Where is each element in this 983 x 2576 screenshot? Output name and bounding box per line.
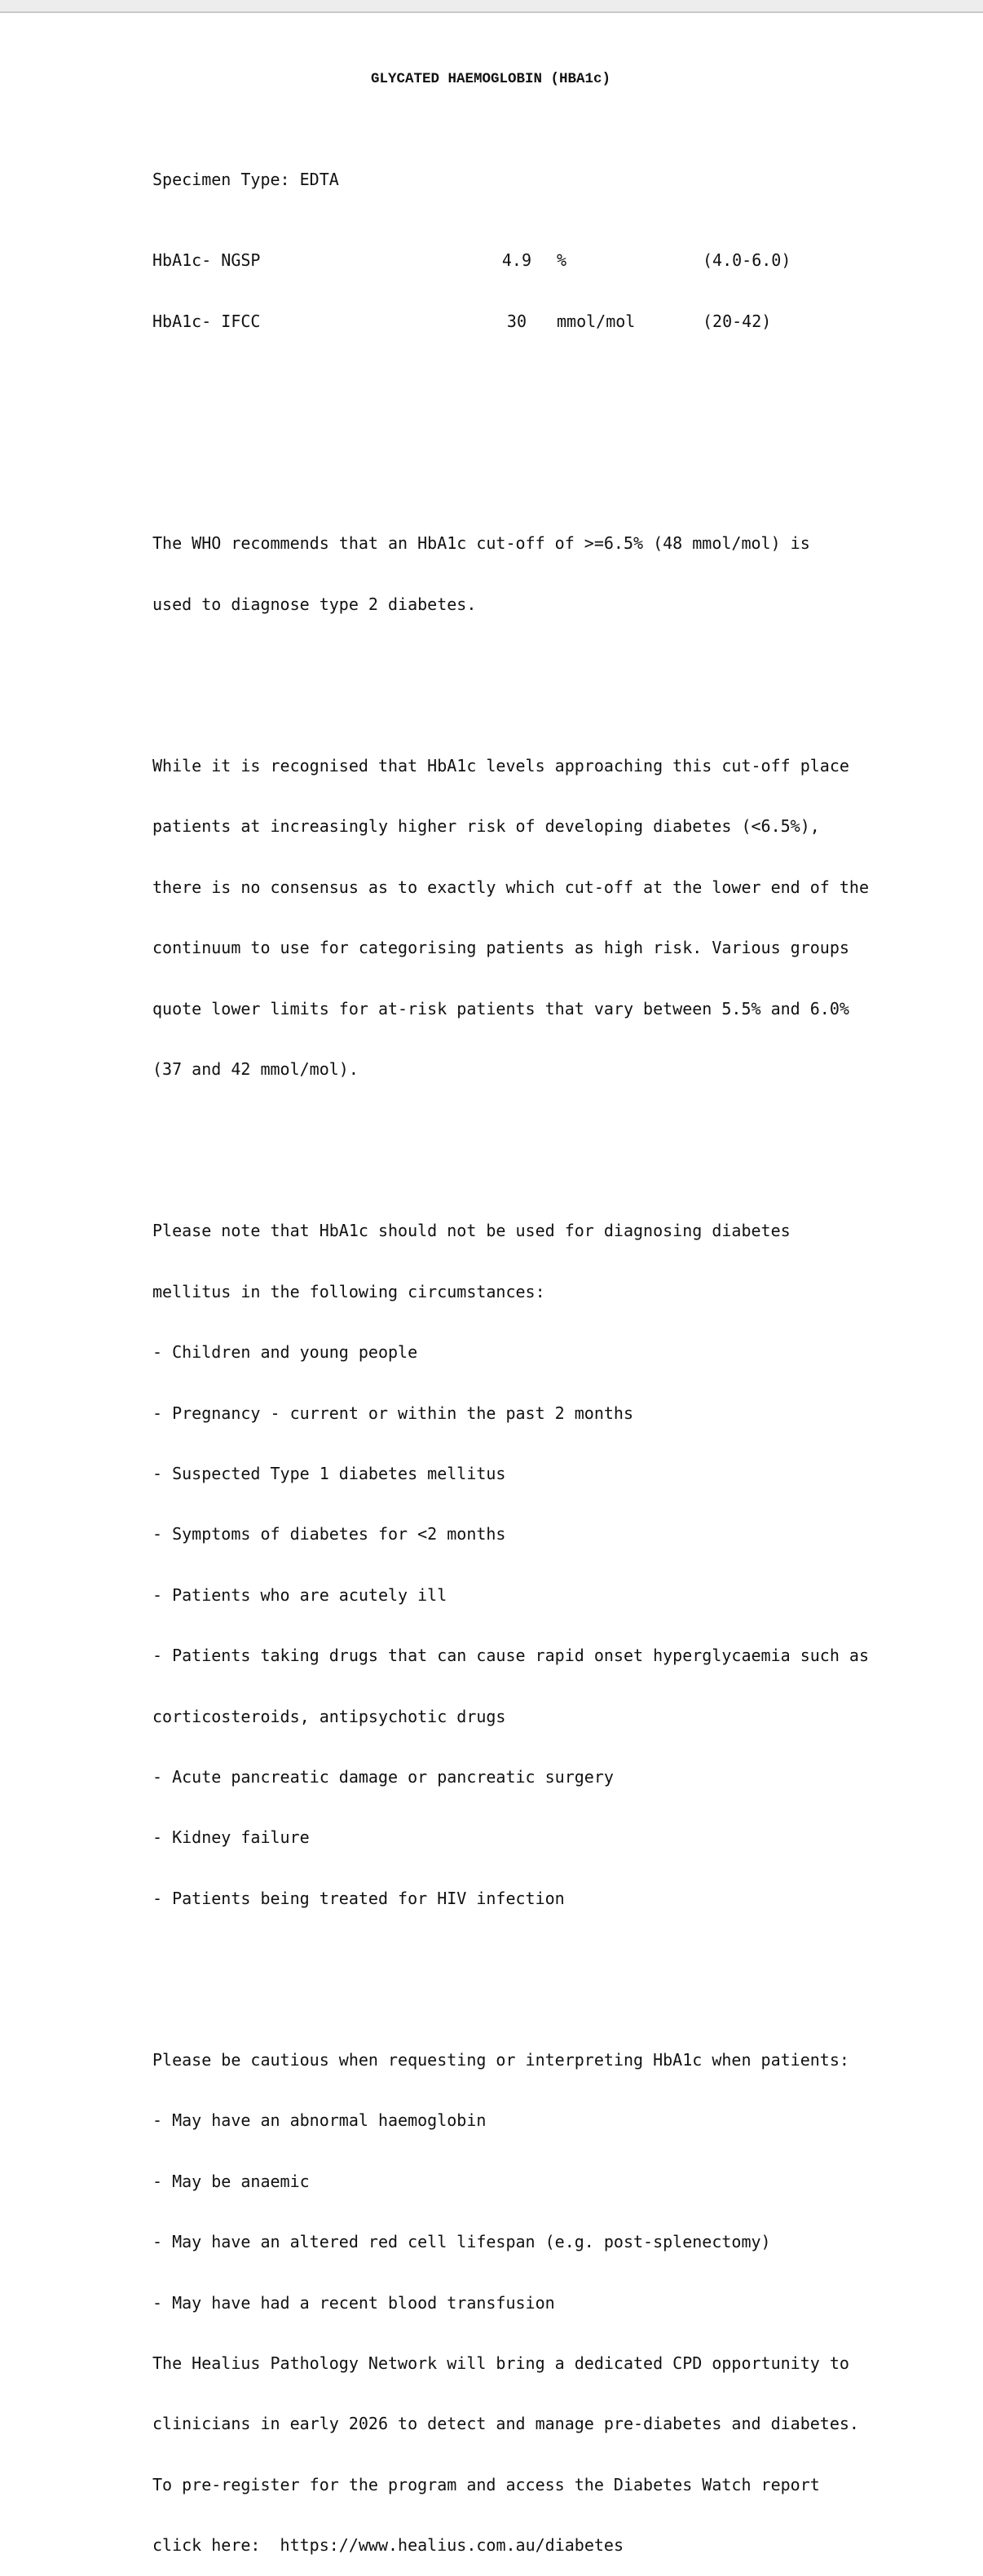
para3-bullet: - Pregnancy - current or within the past 2 months — [152, 1403, 634, 1423]
para3-bullet: - Kidney failure — [152, 1827, 310, 1848]
para1-line: used to diagnose type 2 diabetes. — [152, 594, 477, 614]
result-row-ngsp — [152, 250, 968, 271]
para4-bullet: - May be anaemic — [152, 2171, 310, 2191]
para4-line: Please be cautious when requesting or interpreting HbA1c when patients: — [152, 2050, 849, 2070]
para4-line: The Healius Pathology Network will bring a dedicated CPD opportunity to — [152, 2353, 849, 2374]
result-name: HbA1c- NGSP — [152, 250, 261, 271]
para2-line: there is no consensus as to exactly which cut-off at the lower end of the — [152, 877, 869, 897]
para3-bullet: - Patients being treated for HIV infection — [152, 1888, 565, 1908]
para3-bullet: - Children and young people — [152, 1342, 418, 1363]
para2-line: patients at increasingly higher risk of developing diabetes (<6.5%), — [152, 816, 820, 837]
result-value: 30 — [506, 311, 527, 331]
result-unit: % — [557, 250, 567, 271]
para4-bullet: - May have an altered red cell lifespan (e.g. post-splenectomy) — [152, 2232, 771, 2252]
para2-line: continuum to use for categorising patients as high risk. Various groups — [152, 938, 849, 958]
para3-bullet: - Acute pancreatic damage or pancreatic surgery — [152, 1766, 614, 1787]
para3-line: corticosteroids, antipsychotic drugs — [152, 1706, 506, 1726]
para2-line: quote lower limits for at-risk patients that vary between 5.5% and 6.0% — [152, 998, 849, 1018]
report-title: GLYCATED HAEMOGLOBIN (HBA1c) — [371, 71, 611, 87]
para2-line: While it is recognised that HbA1c levels approaching this cut-off place — [152, 756, 849, 776]
result-name: HbA1c- IFCC — [152, 311, 261, 331]
para3-line: Please note that HbA1c should not be used for diagnosing diabetes — [152, 1221, 791, 1241]
para3-bullet: - Symptoms of diabetes for <2 months — [152, 1524, 506, 1544]
para2-line: (37 and 42 mmol/mol). — [152, 1059, 359, 1080]
result-value: 4.9 — [501, 250, 531, 271]
para3-bullet: - Patients who are acutely ill — [152, 1584, 447, 1605]
result-range: (4.0-6.0) — [703, 250, 791, 271]
para3-line: mellitus in the following circumstances: — [152, 1281, 545, 1301]
para3-bullet: - Patients taking drugs that can cause rapid onset hyperglycaemia such as — [152, 1646, 869, 1666]
report-document — [152, 68, 968, 2576]
result-row-ifcc — [152, 312, 968, 332]
diabetes-link[interactable]: https://www.healius.com.au/diabetes — [280, 2535, 624, 2556]
result-range: (20-42) — [703, 311, 772, 331]
specimen-type: Specimen Type: EDTA — [152, 169, 339, 189]
para4-line: To pre-register for the program and access the Diabetes Watch report — [152, 2474, 820, 2494]
link-line — [152, 2535, 968, 2556]
para4-line: clinicians in early 2026 to detect and manage pre-diabetes and diabetes. — [152, 2414, 859, 2434]
para1-line: The WHO recommends that an HbA1c cut-off of >=6.5% (48 mmol/mol) is — [152, 533, 810, 554]
link-prefix: click here: — [152, 2535, 280, 2556]
para4-bullet: - May have had a recent blood transfusion — [152, 2292, 555, 2313]
result-unit: mmol/mol — [557, 311, 636, 331]
para4-bullet: - May have an abnormal haemoglobin — [152, 2110, 487, 2131]
para3-bullet: - Suspected Type 1 diabetes mellitus — [152, 1463, 506, 1483]
viewer-top-edge — [0, 0, 983, 13]
